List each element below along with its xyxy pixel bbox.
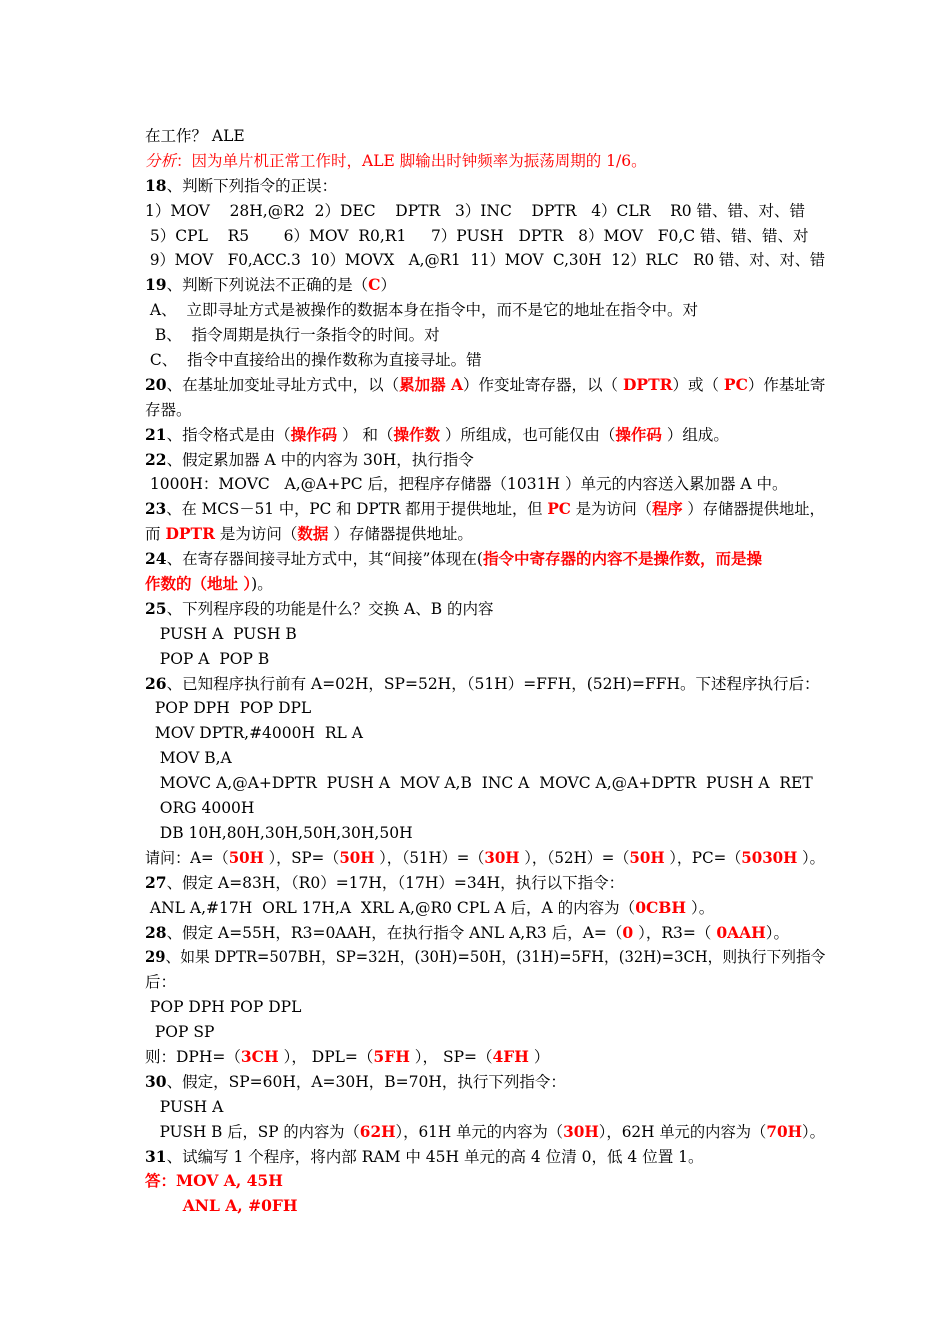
text-line	[145, 124, 815, 149]
text-line	[145, 746, 815, 771]
text-segment: 19	[145, 275, 167, 295]
document-body	[145, 124, 826, 1219]
text-segment: PC	[547, 499, 571, 519]
text-segment: DPTR	[165, 524, 215, 544]
text-segment: ）	[528, 1047, 550, 1066]
text-segment: 是为访问（	[214, 525, 298, 544]
text-segment: 作数的（地址 ）	[145, 574, 252, 594]
text-segment: 是为访问（	[570, 500, 653, 519]
text-segment: 24	[145, 549, 167, 569]
text-segment: 31	[145, 1146, 167, 1166]
text-segment: 0AAH	[716, 922, 766, 942]
text-segment: 操作码	[290, 424, 338, 444]
text-segment: 9）MOV F0,ACC.3 10）MOVX A,@R1 11）MOV C,30H 12）RLC R0 错、对、对、错	[145, 251, 826, 270]
text-line	[145, 547, 815, 572]
text-segment: POP DPH POP DPL	[145, 699, 312, 718]
text-line	[145, 298, 815, 323]
text-line	[145, 721, 815, 746]
text-line	[145, 522, 815, 547]
text-line	[145, 696, 815, 721]
text-line	[145, 1070, 815, 1095]
text-segment: POP SP	[145, 1023, 215, 1042]
text-line	[145, 199, 815, 224]
text-segment: ），（51H）=（	[374, 848, 485, 867]
text-segment: 累加器 A	[399, 374, 464, 394]
text-line	[145, 995, 815, 1020]
text-segment: 、判断下列指令的正误：	[166, 176, 338, 195]
text-segment: 50H	[228, 847, 264, 867]
text-line	[145, 373, 826, 398]
text-segment: 请问：A=（	[145, 848, 229, 867]
text-segment: ）， SP=（	[409, 1047, 493, 1066]
text-segment: 指令中寄存器的内容不是操作数，而是操	[482, 549, 762, 569]
text-segment: 30H	[484, 847, 520, 867]
text-segment: 、在 MCS－51 中，PC 和 DPTR 都用于提供地址，但	[166, 500, 548, 519]
text-line	[145, 572, 815, 597]
text-segment: 20	[145, 374, 167, 394]
text-segment: ）存储器提供地址。	[328, 525, 473, 544]
text-segment: 答：MOV A, 45H	[145, 1171, 283, 1191]
text-segment: 、已知程序执行前有 A=02H，SP=52H，（51H）=FFH，(52H)=FFH。下述程序执行后：	[166, 674, 820, 693]
text-segment: )。	[251, 575, 273, 594]
text-segment: DPTR	[622, 374, 673, 394]
text-line	[145, 771, 815, 796]
text-line	[145, 821, 815, 846]
text-segment: 则：DPH=（	[145, 1047, 241, 1066]
text-segment: ）。	[797, 848, 825, 867]
text-segment: 在工作？ ALE	[145, 127, 245, 145]
text-segment: 、在基址加变址寻址方式中，以（	[166, 375, 400, 394]
text-segment: A、 立即寻址方式是被操作的数据本身在指令中，而不是它的地址在指令中。对	[145, 301, 698, 320]
text-segment: 50H	[629, 847, 665, 867]
text-segment: 70H	[766, 1121, 803, 1141]
text-segment: 、在寄存器间接寻址方式中，其“间接”体现在(	[166, 550, 483, 569]
text-segment: ）	[380, 276, 396, 295]
text-line	[145, 597, 815, 622]
text-segment: MOVC A,@A+DPTR PUSH A MOV A,B INC A MOVC A,@A+DPTR PUSH A RET	[145, 774, 813, 793]
text-line	[145, 149, 815, 174]
text-segment: 、如果 DPTR=507BH，SP=32H，(30H)=50H，(31H)=5FH，(32H)=3CH，则执行下列指令	[165, 948, 826, 967]
text-segment: ），（52H）=（	[519, 848, 630, 867]
text-segment: 23	[145, 499, 167, 519]
text-segment: 分析	[145, 151, 177, 170]
text-segment: 50H	[339, 847, 375, 867]
text-segment: 、假定累加器 A 中的内容为 30H，执行指令	[166, 450, 474, 469]
text-segment: ）作变址寄存器，以（	[463, 375, 623, 394]
text-segment: 30H	[563, 1121, 599, 1141]
text-segment: 0	[622, 922, 634, 942]
text-line	[145, 1145, 815, 1170]
text-line	[145, 1120, 825, 1145]
text-segment: PUSH B 后，SP 的内容为（	[145, 1122, 360, 1141]
text-segment: ：因为单片机正常工作时，ALE 脚输出时钟频率为振荡周期的 1/6。	[176, 151, 647, 170]
text-segment: 存器。	[145, 400, 192, 419]
text-line	[145, 174, 815, 199]
text-segment: 62H	[359, 1121, 396, 1141]
text-segment: 27	[145, 872, 167, 892]
text-segment: ）。	[802, 1122, 825, 1141]
text-segment: ），R3=（	[633, 923, 717, 942]
text-segment: ANL A,#17H ORL 17H,A XRL A,@R0 CPL A 后，A 的内容为（	[145, 898, 636, 917]
text-line	[145, 1095, 815, 1120]
text-line	[145, 448, 815, 473]
text-segment: ）。	[686, 898, 715, 917]
text-line	[145, 323, 815, 348]
text-segment: ）或（	[672, 375, 724, 394]
text-segment: 程序	[652, 499, 683, 519]
text-segment: ）所组成，也可能仅由（	[439, 425, 616, 444]
text-line	[145, 1020, 815, 1045]
text-segment: 、判断下列说法不正确的是（	[166, 276, 369, 295]
text-segment: PUSH A PUSH B	[145, 624, 297, 643]
text-segment: MOV DPTR,#4000H RL A	[145, 724, 363, 743]
text-segment: PUSH A	[145, 1097, 224, 1116]
text-segment: 25	[145, 598, 167, 618]
text-line	[145, 497, 825, 522]
text-line	[145, 1169, 815, 1194]
text-line	[145, 472, 815, 497]
text-segment: 21	[145, 424, 167, 444]
text-line	[145, 1045, 815, 1070]
text-segment: ），62H 单元的内容为（	[598, 1122, 767, 1141]
text-line	[145, 796, 815, 821]
text-line	[145, 896, 815, 921]
text-line	[145, 224, 815, 249]
text-segment: 、假定，SP=60H，A=30H，B=70H，执行下列指令：	[166, 1072, 566, 1091]
text-segment: 1000H：MOVC A,@A+PC 后，把程序存储器（1031H ）单元的内容送入累加器 A 中。	[145, 475, 788, 494]
text-segment: ）存储器提供地址，	[682, 500, 825, 519]
text-segment: 4FH	[492, 1046, 529, 1066]
text-line	[145, 248, 826, 273]
text-segment: ） 和（	[337, 425, 394, 444]
text-line	[145, 348, 815, 373]
text-segment: ORG 4000H	[145, 799, 255, 818]
text-segment: ），61H 单元的内容为（	[395, 1122, 564, 1141]
text-segment: ）。	[765, 923, 790, 942]
text-line	[145, 1194, 815, 1219]
text-segment: 、假定 A=55H，R3=0AAH，在执行指令 ANL A,R3 后，A=（	[166, 923, 623, 942]
text-segment: DB 10H,80H,30H,50H,30H,50H	[145, 823, 413, 842]
text-segment: 操作数	[393, 424, 440, 444]
text-segment: 1）MOV 28H,@R2 2）DEC DPTR 3）INC DPTR 4）CLR R0 错、错、对、错	[145, 201, 806, 220]
text-segment: 5FH	[373, 1046, 410, 1066]
text-segment: ANL A, #0FH	[145, 1196, 298, 1216]
text-segment: 26	[145, 673, 167, 693]
text-segment: 30	[145, 1071, 167, 1091]
text-line	[145, 945, 826, 970]
text-line	[145, 871, 815, 896]
text-segment: 22	[145, 449, 167, 469]
text-segment: 28	[145, 922, 167, 942]
text-line	[145, 921, 815, 946]
text-segment: ）， DPL=（	[278, 1047, 374, 1066]
text-segment: 18	[145, 175, 167, 195]
text-line	[145, 672, 820, 697]
text-segment: POP DPH POP DPL	[145, 998, 302, 1017]
text-line	[145, 423, 815, 448]
text-segment: 3CH	[240, 1046, 279, 1066]
text-segment: 数据	[297, 524, 329, 544]
text-segment: 而	[145, 525, 166, 544]
text-line	[145, 273, 815, 298]
text-line	[145, 398, 815, 423]
text-line	[145, 846, 825, 871]
text-segment: B、 指令周期是执行一条指令的时间。对	[145, 326, 440, 345]
text-segment: 29	[145, 947, 166, 967]
text-line	[145, 970, 815, 995]
text-segment: 、下列程序段的功能是什么？交换 A、B 的内容	[166, 599, 494, 618]
text-segment: C	[368, 275, 381, 295]
text-segment: 操作码	[615, 424, 662, 444]
text-segment: ）组成。	[661, 425, 729, 444]
text-segment: ），SP=（	[263, 848, 340, 867]
text-segment: 后：	[145, 973, 177, 992]
text-segment: C、 指令中直接给出的操作数称为直接寻址。错	[145, 351, 482, 370]
text-segment: ）作基址寄	[747, 375, 826, 394]
text-segment: 、试编写 1 个程序，将内部 RAM 中 45H 单元的高 4 位清 0，低 4 位置 1。	[166, 1147, 704, 1166]
text-segment: MOV B,A	[145, 749, 232, 768]
text-segment: 、假定 A=83H，（R0）=17H，（17H）=34H，执行以下指令：	[166, 873, 625, 892]
text-line	[145, 647, 815, 672]
text-segment: ），PC=（	[664, 848, 742, 867]
text-segment: 、指令格式是由（	[166, 425, 291, 444]
text-segment: 0CBH	[635, 897, 687, 917]
text-segment: 5030H	[741, 847, 798, 867]
text-segment: PC	[723, 374, 748, 394]
text-segment: POP A POP B	[145, 649, 270, 668]
text-line	[145, 622, 815, 647]
text-segment: 5）CPL R5 6）MOV R0,R1 7）PUSH DPTR 8）MOV F0,C 错、错、错、对	[145, 226, 809, 245]
